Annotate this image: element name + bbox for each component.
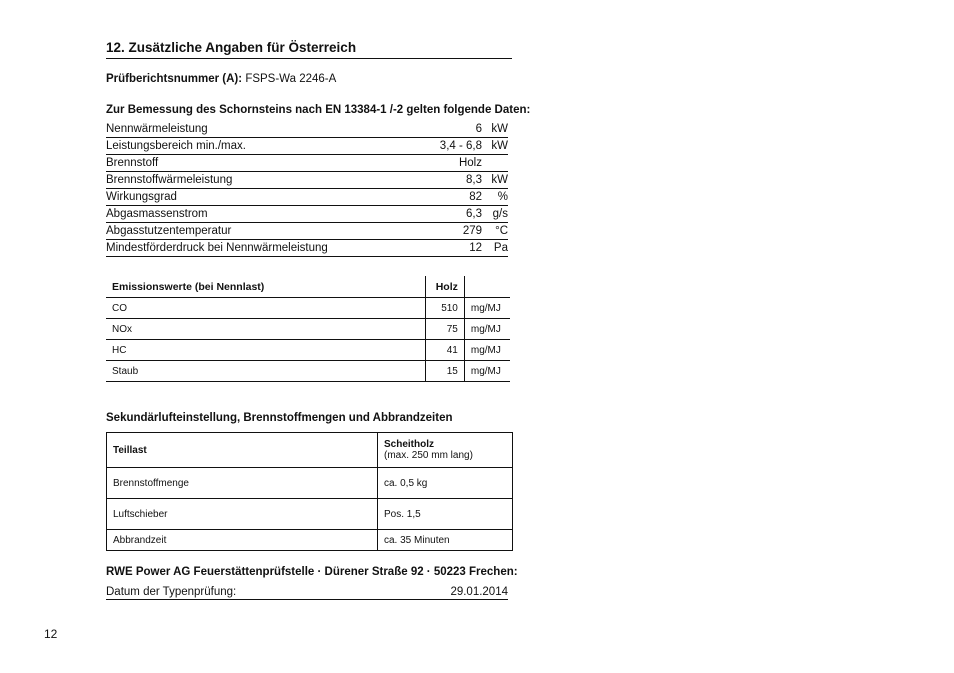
spec-row	[106, 156, 508, 172]
spec-label: Brennstoff	[106, 157, 159, 169]
table-row	[107, 499, 513, 530]
spec-row	[106, 224, 508, 240]
sekundaer-row-value: Pos. 1,5	[378, 499, 513, 530]
pruefbericht-label: Prüfberichtsnummer (A):	[106, 73, 243, 85]
table-row	[106, 319, 510, 340]
datum-value: 29.01.2014	[450, 586, 508, 598]
spec-label: Abgasstutzentemperatur	[106, 225, 232, 237]
sekundaer-column-subtitle: (max. 250 mm lang)	[384, 450, 473, 461]
spec-unit: g/s	[492, 208, 508, 220]
sekundaer-row-value: ca. 0,5 kg	[378, 468, 513, 499]
emissions-header-row	[106, 276, 510, 298]
table-row	[107, 530, 513, 551]
datum-row	[106, 585, 508, 600]
spec-row	[106, 139, 508, 155]
sekundaer-header-column	[378, 433, 513, 468]
spec-unit: kW	[491, 123, 508, 135]
spec-row	[106, 190, 508, 206]
table-row	[107, 468, 513, 499]
spec-list	[106, 122, 508, 258]
datum-label: Datum der Typenprüfung:	[106, 586, 237, 598]
spec-label: Leistungsbereich min./max.	[106, 140, 246, 152]
sekundaer-row-value: ca. 35 Minuten	[378, 530, 513, 551]
sekundaer-row-label: Luftschieber	[107, 499, 378, 530]
emissions-header-fuel: Holz	[425, 276, 464, 298]
spec-label: Nennwärmeleistung	[106, 123, 208, 135]
spec-row	[106, 122, 508, 138]
table-row	[106, 340, 510, 361]
spec-row	[106, 207, 508, 223]
spec-unit: Pa	[493, 242, 508, 254]
emissions-table	[106, 276, 510, 382]
spec-value: 279	[462, 225, 482, 237]
spec-unit: %	[497, 191, 508, 203]
pruefbericht-line	[106, 73, 336, 85]
table-row	[106, 361, 510, 382]
spec-label: Abgasmassenstrom	[106, 208, 208, 220]
emission-unit: mg/MJ	[464, 298, 510, 319]
spec-row	[106, 173, 508, 189]
spec-value: 3,4 - 6,8	[439, 140, 482, 152]
sekundaer-header-row	[107, 433, 513, 468]
spec-value: 82	[469, 191, 482, 203]
page-number: 12	[44, 627, 58, 641]
spec-value: Holz	[458, 157, 482, 169]
emission-unit: mg/MJ	[464, 319, 510, 340]
sekundaer-row-label: Brennstoffmenge	[107, 468, 378, 499]
emission-label: Staub	[106, 361, 425, 382]
emission-value: 75	[425, 319, 464, 340]
emission-unit: mg/MJ	[464, 340, 510, 361]
emission-value: 15	[425, 361, 464, 382]
table-row	[106, 298, 510, 319]
emission-label: CO	[106, 298, 425, 319]
spec-row	[106, 241, 508, 257]
sekundaer-column-title: Scheitholz	[384, 439, 435, 450]
emission-value: 41	[425, 340, 464, 361]
spec-unit: °C	[495, 225, 508, 237]
emission-unit: mg/MJ	[464, 361, 510, 382]
spec-value: 6,3	[466, 208, 482, 220]
spec-unit: kW	[491, 174, 508, 186]
sekundaer-table	[106, 432, 513, 551]
spec-value: 6	[475, 123, 482, 135]
section-heading: 12. Zusätzliche Angaben für Österreich	[106, 40, 512, 59]
sekundaer-row-label: Abbrandzeit	[107, 530, 378, 551]
spec-unit	[482, 156, 508, 171]
sekundaer-header-label: Teillast	[107, 433, 378, 468]
bemessung-title: Zur Bemessung des Schornsteins nach EN 13384-1 /-2 gelten folgende Daten:	[106, 104, 531, 116]
spec-unit: kW	[491, 140, 508, 152]
emissions-header-label: Emissionswerte (bei Nennlast)	[106, 276, 425, 298]
emissions-header-unit	[464, 276, 510, 298]
spec-label: Wirkungsgrad	[106, 191, 177, 203]
spec-label: Mindestförderdruck bei Nennwärmeleistung	[106, 242, 328, 254]
sekundaer-title: Sekundärlufteinstellung, Brennstoffmengen und Abbrandzeiten	[106, 412, 453, 424]
pruefstelle-line: RWE Power AG Feuerstättenprüfstelle · Dürener Straße 92 · 50223 Frechen:	[106, 566, 518, 578]
spec-label: Brennstoffwärmeleistung	[106, 174, 233, 186]
emission-label: HC	[106, 340, 425, 361]
pruefbericht-value: FSPS-Wa 2246-A	[245, 73, 337, 85]
spec-value: 12	[469, 242, 482, 254]
spec-value: 8,3	[466, 174, 482, 186]
emission-value: 510	[425, 298, 464, 319]
emission-label: NOx	[106, 319, 425, 340]
